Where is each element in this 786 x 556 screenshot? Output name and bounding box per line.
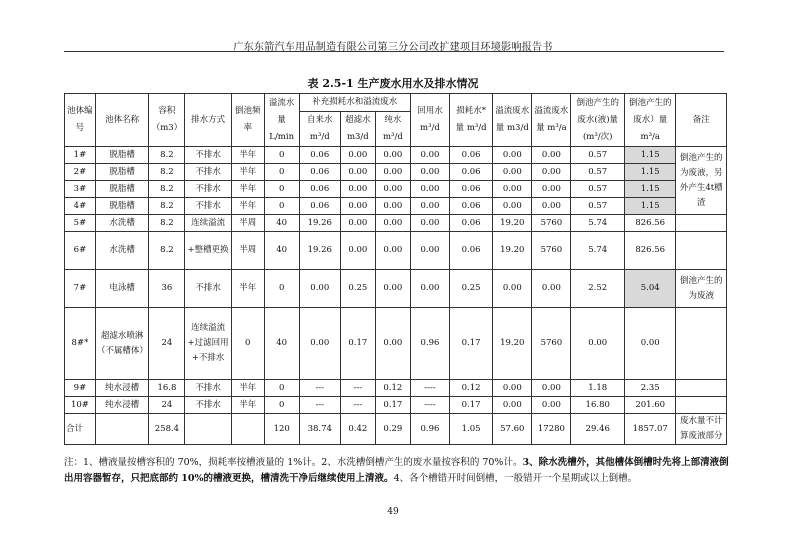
total-tap: 38.74 [299, 414, 340, 445]
cell-freq: 半周 [231, 215, 264, 232]
header-rule [64, 51, 724, 52]
cell-pure: 0.00 [375, 164, 410, 181]
cell-tap: --- [299, 397, 340, 414]
cell-ovd: 19.20 [493, 215, 532, 232]
cell-ultra: 0.25 [340, 270, 375, 308]
cell-ovd: 0.00 [493, 147, 532, 164]
cell-tap: 0.06 [299, 181, 340, 198]
cell-dump: 5.74 [571, 215, 625, 232]
cell-reuse: 0.00 [410, 232, 449, 270]
cell-dumpa: 5.04 [624, 270, 675, 308]
cell-dump: 0.57 [571, 164, 625, 181]
cell-ov: 0 [264, 164, 299, 181]
cell-tap: 0.06 [299, 147, 340, 164]
total-label: 合计 [65, 414, 96, 445]
cell-pure: 0.00 [375, 181, 410, 198]
cell-loss: 0.25 [450, 270, 493, 308]
cell-no: 1# [65, 147, 96, 164]
total-loss: 1.05 [450, 414, 493, 445]
cell-ov: 40 [264, 308, 299, 380]
cell-dumpa: 1.15 [624, 164, 675, 181]
cell-dumpa: 826.56 [624, 232, 675, 270]
col-overflow-ww-a: 溢流废水量 m³/a [532, 94, 571, 147]
col-overflow: 溢流水量 L/min [264, 94, 299, 147]
cell-vol: 24 [149, 308, 185, 380]
cell-loss: 0.06 [450, 164, 493, 181]
col-reuse: 回用水 m³/d [410, 94, 449, 147]
cell-tap: --- [299, 380, 340, 397]
cell-pure: 0.00 [375, 232, 410, 270]
cell-dump: 1.18 [571, 380, 625, 397]
cell-dumpa: 0.00 [624, 308, 675, 380]
cell-name: 水洗槽 [95, 232, 149, 270]
cell-reuse: 0.00 [410, 198, 449, 215]
cell-mode: +整槽更换 [185, 232, 231, 270]
cell-mode: 不排水 [185, 270, 231, 308]
table-row [65, 215, 727, 232]
cell-mode: 连续溢流 [185, 215, 231, 232]
total-ultra: 0.42 [340, 414, 375, 445]
cell-tap: 0.00 [299, 270, 340, 308]
cell-mode: 不排水 [185, 198, 231, 215]
cell-freq: 半年 [231, 380, 264, 397]
cell-ovd: 19.20 [493, 232, 532, 270]
cell-ultra: --- [340, 380, 375, 397]
cell-no: 9# [65, 380, 96, 397]
cell-pure: 0.00 [375, 147, 410, 164]
col-dump-ww-a: 倒池产生的废水）量 m³/a [624, 94, 675, 147]
col-remark: 备注 [676, 94, 727, 147]
cell-loss: 0.12 [450, 380, 493, 397]
total-dumpa: 1857.07 [624, 414, 675, 445]
total-pure: 0.29 [375, 414, 410, 445]
cell-reuse: 0.00 [410, 215, 449, 232]
cell-ovd: 0.00 [493, 198, 532, 215]
cell-tap: 19.26 [299, 215, 340, 232]
cell-pure: 0.00 [375, 308, 410, 380]
cell-reuse: ---- [410, 380, 449, 397]
cell-dump: 2.52 [571, 270, 625, 308]
cell-name: 超滤水喷淋（不属槽体） [95, 308, 149, 380]
cell-ovd: 19.20 [493, 308, 532, 380]
cell-vol: 36 [149, 270, 185, 308]
cell-no: 5# [65, 215, 96, 232]
page-header: 广东东箭汽车用品制造有限公司第三分公司改扩建项目环境影响报告书 [233, 42, 553, 53]
col-tap: 自来水 m³/d [299, 112, 340, 147]
cell-no: 2# [65, 164, 96, 181]
cell-remark [676, 308, 727, 380]
col-overflow-ww-d: 溢流废水量 m3/d [493, 94, 532, 147]
cell-mode: 不排水 [185, 164, 231, 181]
total-row [65, 414, 727, 445]
col-pool-no: 池体编号 [65, 94, 96, 147]
cell-vol: 8.2 [149, 198, 185, 215]
cell-pure: 0.12 [375, 380, 410, 397]
total-empty [231, 414, 264, 445]
cell-reuse: 0.00 [410, 181, 449, 198]
cell-freq: 半年 [231, 270, 264, 308]
cell-tap: 0.00 [299, 308, 340, 380]
cell-ova: 5760 [532, 232, 571, 270]
cell-no: 8#* [65, 308, 96, 380]
cell-ova: 0.00 [532, 198, 571, 215]
total-reuse: 0.96 [410, 414, 449, 445]
table-row [65, 308, 727, 380]
cell-dump: 0.57 [571, 181, 625, 198]
cell-ov: 0 [264, 270, 299, 308]
cell-dumpa: 2.35 [624, 380, 675, 397]
cell-mode: 不排水 [185, 147, 231, 164]
cell-ov: 0 [264, 380, 299, 397]
cell-ov: 40 [264, 232, 299, 270]
table-row [65, 232, 727, 270]
cell-remark: 倒池产生的为废液，另外产生4t槽渣 [676, 147, 727, 215]
cell-dump: 16.80 [571, 397, 625, 414]
cell-dumpa: 826.56 [624, 215, 675, 232]
cell-reuse: 0.00 [410, 147, 449, 164]
cell-remark [676, 380, 727, 397]
total-ov: 120 [264, 414, 299, 445]
cell-ultra: 0.00 [340, 147, 375, 164]
cell-loss: 0.06 [450, 232, 493, 270]
cell-tap: 0.06 [299, 164, 340, 181]
table-row [65, 270, 727, 308]
cell-no: 4# [65, 198, 96, 215]
cell-mode: 不排水 [185, 397, 231, 414]
cell-ov: 0 [264, 147, 299, 164]
cell-no: 3# [65, 181, 96, 198]
cell-ultra: 0.00 [340, 215, 375, 232]
col-pure: 纯水 m³/d [375, 112, 410, 147]
table-note [64, 455, 734, 487]
cell-loss: 0.06 [450, 215, 493, 232]
cell-freq: 半年 [231, 147, 264, 164]
cell-loss: 0.06 [450, 181, 493, 198]
page-number: 49 [387, 507, 399, 517]
cell-ov: 0 [264, 198, 299, 215]
total-empty [95, 414, 149, 445]
cell-name: 脱脂槽 [95, 164, 149, 181]
note-part2: 3、除水洗槽外，其他槽体倒槽时先将上部清液倒出用容器暂存，只把底部约 10%的槽液更换，槽清洗干净后继续使用上清液。 [64, 457, 729, 484]
table-body [65, 147, 727, 445]
cell-reuse: 0.96 [410, 308, 449, 380]
cell-freq: 半年 [231, 397, 264, 414]
cell-name: 脱脂槽 [95, 198, 149, 215]
cell-ov: 0 [264, 397, 299, 414]
cell-no: 10# [65, 397, 96, 414]
cell-remark [676, 397, 727, 414]
cell-name: 脱脂槽 [95, 181, 149, 198]
cell-vol: 8.2 [149, 181, 185, 198]
cell-loss: 0.06 [450, 198, 493, 215]
cell-dumpa: 201.60 [624, 397, 675, 414]
total-dump: 29.46 [571, 414, 625, 445]
cell-ultra: 0.00 [340, 164, 375, 181]
wastewater-table [64, 93, 727, 445]
cell-name: 脱脂槽 [95, 147, 149, 164]
cell-name: 纯水浸槽 [95, 397, 149, 414]
cell-name: 水洗槽 [95, 215, 149, 232]
col-ultra: 超滤水 m3/d [340, 112, 375, 147]
cell-ovd: 0.00 [493, 397, 532, 414]
col-dump-freq: 倒池频率 [231, 94, 264, 147]
cell-ovd: 0.00 [493, 181, 532, 198]
cell-vol: 8.2 [149, 232, 185, 270]
cell-tap: 0.06 [299, 198, 340, 215]
cell-no: 6# [65, 232, 96, 270]
cell-ova: 0.00 [532, 380, 571, 397]
cell-ultra: 0.17 [340, 308, 375, 380]
cell-dumpa: 1.15 [624, 181, 675, 198]
total-ova: 17280 [532, 414, 571, 445]
table-title: 表 2.5-1 生产废水用水及排水情况 [307, 77, 479, 90]
cell-reuse: 0.00 [410, 270, 449, 308]
cell-loss: 0.17 [450, 308, 493, 380]
total-remark: 废水量不计算废液部分 [676, 414, 727, 445]
cell-freq: 半年 [231, 181, 264, 198]
table-row [65, 181, 727, 198]
cell-vol: 16.8 [149, 380, 185, 397]
cell-no: 7# [65, 270, 96, 308]
cell-remark [676, 232, 727, 270]
cell-ova: 0.00 [532, 270, 571, 308]
cell-remark: 倒池产生的为废液 [676, 270, 727, 308]
cell-reuse: ---- [410, 397, 449, 414]
table-row [65, 397, 727, 414]
cell-ultra: --- [340, 397, 375, 414]
cell-pure: 0.00 [375, 270, 410, 308]
cell-ultra: 0.00 [340, 181, 375, 198]
note-part3: 4、各个槽错开时间倒槽，一般错开一个星期或以上倒槽。 [393, 473, 638, 484]
cell-ova: 0.00 [532, 181, 571, 198]
cell-ov: 40 [264, 215, 299, 232]
cell-ova: 0.00 [532, 164, 571, 181]
col-makeup-group: 补充损耗水和溢流废水 [299, 94, 410, 112]
cell-ovd: 0.00 [493, 270, 532, 308]
cell-ova: 0.00 [532, 147, 571, 164]
cell-dumpa: 1.15 [624, 198, 675, 215]
cell-freq: 0 [231, 308, 264, 380]
col-loss: 损耗水* 量 m³/d [450, 94, 493, 147]
cell-dump: 5.74 [571, 232, 625, 270]
cell-dump: 0.57 [571, 147, 625, 164]
cell-vol: 8.2 [149, 164, 185, 181]
cell-ova: 5760 [532, 308, 571, 380]
col-dump-ww: 倒池产生的废水(液)量 (m³/次) [571, 94, 625, 147]
cell-name: 纯水浸槽 [95, 380, 149, 397]
cell-name: 电泳槽 [95, 270, 149, 308]
col-volume: 容积（m3） [149, 94, 185, 147]
table-row [65, 164, 727, 181]
cell-remark [676, 215, 727, 232]
cell-freq: 半年 [231, 198, 264, 215]
cell-pure: 0.00 [375, 215, 410, 232]
table-row [65, 380, 727, 397]
cell-loss: 0.06 [450, 147, 493, 164]
cell-ovd: 0.00 [493, 380, 532, 397]
cell-mode: 连续溢流+过滤回用+不排水 [185, 308, 231, 380]
total-ovd: 57.60 [493, 414, 532, 445]
cell-vol: 8.2 [149, 215, 185, 232]
total-vol: 258.4 [149, 414, 185, 445]
cell-ultra: 0.00 [340, 198, 375, 215]
cell-mode: 不排水 [185, 181, 231, 198]
total-empty [185, 414, 231, 445]
table-row [65, 147, 727, 164]
note-part1: 注：1、槽液量按槽容积的 70%，损耗率按槽液量的 1%计。2、水洗槽倒槽产生的废水量按容积的 70%计。 [64, 457, 523, 468]
cell-mode: 不排水 [185, 380, 231, 397]
cell-vol: 8.2 [149, 147, 185, 164]
cell-freq: 半周 [231, 232, 264, 270]
cell-dumpa: 1.15 [624, 147, 675, 164]
cell-dump: 0.57 [571, 198, 625, 215]
cell-dump: 0.00 [571, 308, 625, 380]
cell-ova: 0.00 [532, 397, 571, 414]
col-pool-name: 池体名称 [95, 94, 149, 147]
cell-ova: 5760 [532, 215, 571, 232]
cell-reuse: 0.00 [410, 164, 449, 181]
cell-freq: 半年 [231, 164, 264, 181]
cell-ov: 0 [264, 181, 299, 198]
cell-ovd: 0.00 [493, 164, 532, 181]
cell-pure: 0.17 [375, 397, 410, 414]
col-drain-mode: 排水方式 [185, 94, 231, 147]
table-row [65, 198, 727, 215]
cell-tap: 19.26 [299, 232, 340, 270]
cell-vol: 24 [149, 397, 185, 414]
cell-loss: 0.17 [450, 397, 493, 414]
cell-pure: 0.00 [375, 198, 410, 215]
cell-ultra: 0.00 [340, 232, 375, 270]
